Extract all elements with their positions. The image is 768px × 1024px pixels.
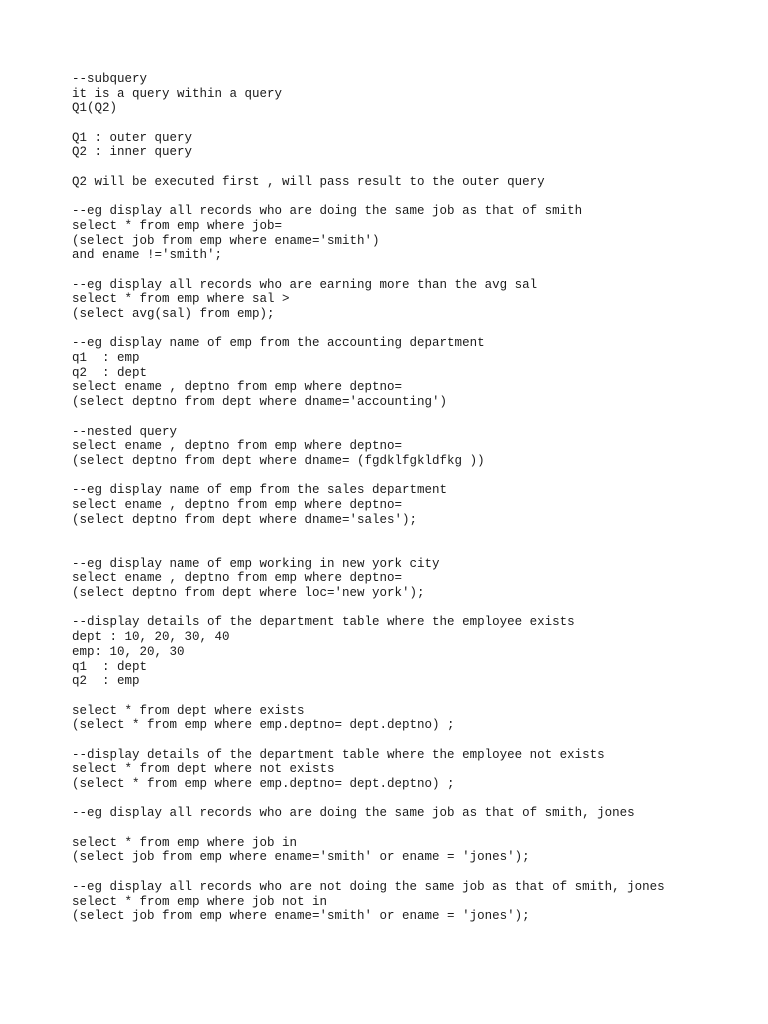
blank-line: [72, 821, 768, 836]
text-line: q1 : dept: [72, 659, 148, 674]
code-line: select ename , deptno from emp where deptno=: [72, 571, 403, 586]
comment-line: --display details of the department table where the employee not exists: [72, 747, 605, 762]
text-line: it is a query within a query: [72, 86, 283, 101]
blank-line: [72, 601, 768, 616]
text-line: Q1(Q2): [72, 101, 118, 116]
blank-line: [72, 263, 768, 278]
code-line: (select * from emp where emp.deptno= dept.deptno) ;: [72, 718, 455, 733]
comment-line: --eg display all records who are not doing the same job as that of smith, jones: [72, 879, 665, 894]
code-line: (select * from emp where emp.deptno= dept.deptno) ;: [72, 777, 455, 791]
blank-line: [72, 689, 768, 704]
text-line: q2 : emp: [72, 674, 140, 689]
code-line: select ename , deptno from emp where deptno=: [72, 380, 403, 395]
blank-line: [72, 469, 768, 484]
comment-line: --nested query: [72, 424, 178, 439]
code-line: (select deptno from dept where dname= (fgdklfgkldfkg )): [72, 453, 485, 468]
code-line: select ename , deptno from emp where deptno=: [72, 497, 403, 512]
blank-line: [72, 733, 768, 748]
blank-line: [72, 116, 768, 131]
code-line: select * from emp where job not in: [72, 894, 328, 909]
text-line: q1 : emp: [72, 351, 140, 366]
blank-line: [72, 322, 768, 337]
blank-line: [72, 792, 768, 807]
code-line: (select deptno from dept where dname='sales');: [72, 512, 418, 527]
blank-line: [72, 542, 768, 557]
code-line: (select job from emp where ename='smith' or ename = 'jones');: [72, 909, 530, 924]
code-line: select * from emp where job=: [72, 218, 283, 233]
text-line: q2 : dept: [72, 365, 148, 380]
comment-line: --eg display name of emp working in new york city: [72, 556, 440, 571]
comment-line: --eg display all records who are doing the same job as that of smith, jones: [72, 806, 635, 821]
text-line: dept : 10, 20, 30, 40: [72, 630, 230, 645]
text-line: Q1 : outer query: [72, 130, 193, 145]
comment-line: --eg display all records who are earning more than the avg sal: [72, 277, 538, 292]
document-body: [72, 72, 768, 924]
code-line: (select job from emp where ename='smith' or ename = 'jones');: [72, 850, 530, 865]
code-line: select * from emp where job in: [72, 835, 298, 850]
text-line: emp: 10, 20, 30: [72, 644, 185, 659]
code-line: select * from dept where exists: [72, 703, 305, 718]
text-line: Q2 : inner query: [72, 145, 193, 160]
text-line: Q2 will be executed first , will pass result to the outer query: [72, 174, 545, 189]
code-line: select * from dept where not exists: [72, 762, 335, 777]
blank-line: [72, 527, 768, 542]
comment-line: --eg display name of emp from the sales department: [72, 483, 448, 498]
code-line: (select job from emp where ename='smith'): [72, 233, 380, 248]
code-line: (select deptno from dept where loc='new york');: [72, 586, 425, 601]
comment-line: --display details of the department table where the employee exists: [72, 615, 575, 630]
code-line: and ename !='smith';: [72, 248, 223, 263]
code-line: (select avg(sal) from emp);: [72, 307, 275, 321]
blank-line: [72, 190, 768, 205]
text-line: --subquery: [72, 72, 148, 86]
blank-line: [72, 410, 768, 425]
blank-line: [72, 160, 768, 175]
comment-line: --eg display all records who are doing the same job as that of smith: [72, 204, 583, 219]
code-line: select ename , deptno from emp where deptno=: [72, 439, 403, 454]
code-line: select * from emp where sal >: [72, 292, 290, 307]
blank-line: [72, 865, 768, 880]
comment-line: --eg display name of emp from the accounting department: [72, 336, 485, 351]
code-line: (select deptno from dept where dname='accounting'): [72, 395, 448, 410]
